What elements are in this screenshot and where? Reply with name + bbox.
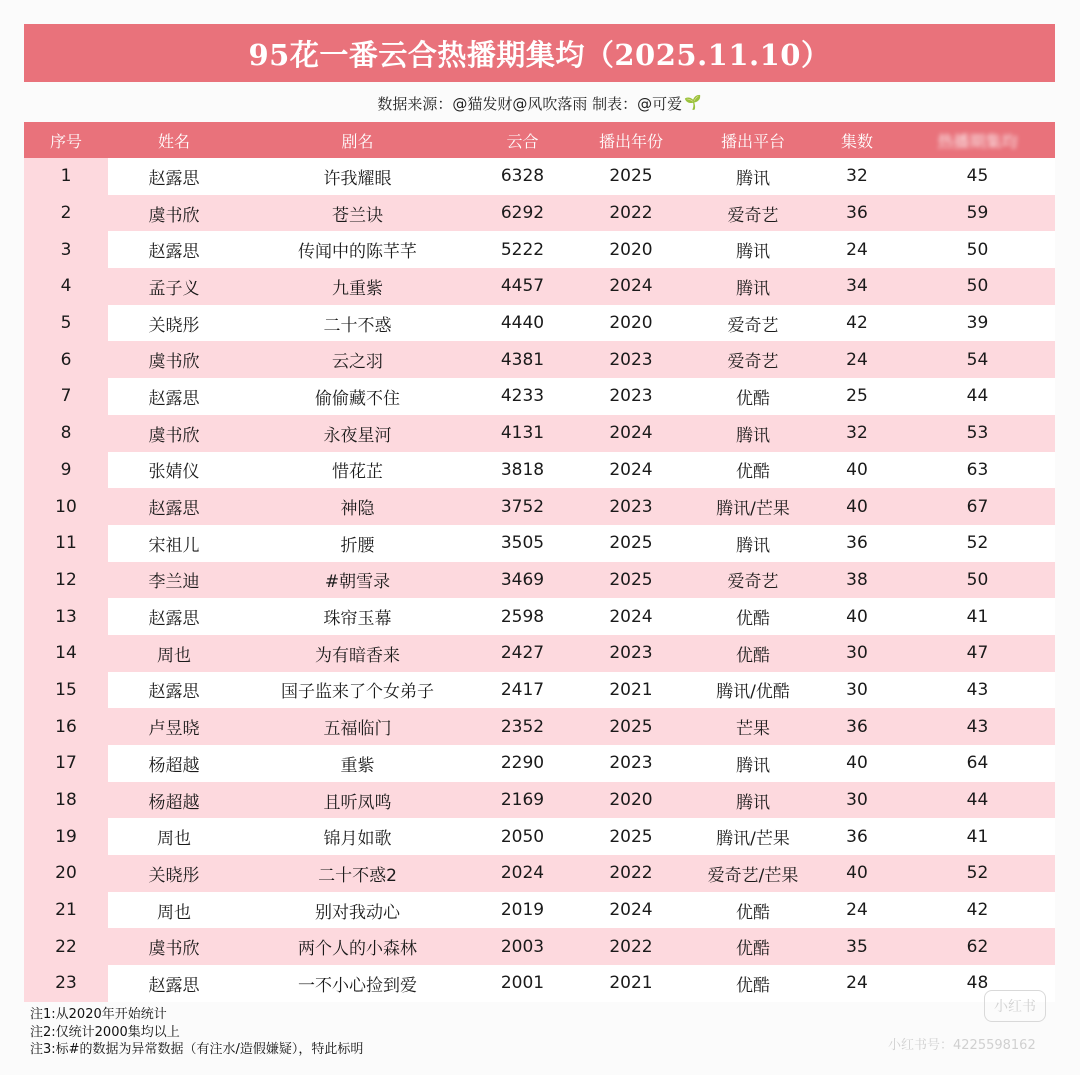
table-row [24,598,1055,635]
column-header: 集数 [840,131,873,151]
table-header-row [24,122,1055,158]
table-cell: 38 [846,569,868,590]
table-cell: 17 [24,745,108,782]
table-cell: 30 [846,679,868,700]
table-cell: 2022 [609,936,653,957]
table-cell: 二十不惑2 [318,865,397,886]
table-cell: 周也 [157,829,191,850]
table-cell: 45 [966,166,989,187]
table-cell: 32 [846,166,868,187]
table-cell: 周也 [157,902,191,923]
column-header: 序号 [49,131,82,151]
table-cell: 18 [24,782,108,819]
table-cell: 腾讯 [736,425,770,446]
table-cell: 40 [846,863,868,884]
table-cell: 腾讯 [736,168,770,189]
table-cell: 50 [966,239,989,260]
table-cell: 47 [966,643,989,664]
table-cell: 4233 [500,386,545,407]
table-cell: 35 [846,936,868,957]
table-row [24,378,1055,415]
table-cell: 40 [846,496,868,517]
table-cell: 2290 [500,753,545,774]
table-cell: 惜花芷 [332,462,383,483]
column-header: 云合 [506,131,539,151]
table-cell: 传闻中的陈芊芊 [298,242,417,263]
table-cell: 优酷 [736,388,770,409]
table-cell: 孟子义 [148,278,200,299]
table-cell: 62 [966,936,989,957]
table-cell: 优酷 [736,939,770,960]
table-cell: 爱奇艺 [727,352,779,373]
table-cell: 43 [966,716,989,737]
table-row [24,672,1055,709]
table-cell: 重紫 [340,755,375,776]
table-cell: 2022 [609,863,653,884]
watermark-id: 小红书号：4225598162 [888,1038,1036,1053]
footnote: 注2:仅统计2000集均以上 [30,1024,180,1040]
table-cell: 52 [966,863,989,884]
table-cell: 2023 [609,643,653,664]
table-cell: 7 [24,378,108,415]
footnotes [30,1006,363,1059]
table-row [24,341,1055,378]
column-header: 播出年份 [598,131,663,151]
table-row [24,488,1055,525]
table-cell: 爱奇艺 [727,315,779,336]
table-cell: 12 [24,562,108,599]
table-cell: 52 [966,533,989,554]
table-cell: 10 [24,488,108,525]
table-cell: 爱奇艺 [727,205,779,226]
table-row [24,708,1055,745]
table-cell: 宋祖儿 [148,535,200,556]
table-cell: 2025 [609,569,653,590]
table-cell: 6328 [500,166,545,187]
table-row [24,525,1055,562]
table-cell: 54 [966,349,989,370]
table-cell: 赵露思 [148,499,200,520]
table-cell: 9 [24,452,108,489]
table-cell: 15 [24,672,108,709]
table-cell: 3818 [500,459,545,480]
table-cell: 19 [24,818,108,855]
table-cell: 关晓彤 [148,315,200,336]
table-cell: 优酷 [736,975,770,996]
table-cell: 42 [966,900,989,921]
table-cell: 13 [24,598,108,635]
table-cell: 爱奇艺/芒果 [707,865,799,886]
column-header: 剧名 [341,131,374,151]
table-cell: 23 [24,965,108,1002]
table-cell: 2598 [500,606,545,627]
table-row [24,158,1055,195]
table-cell: 2024 [609,459,653,480]
table-cell: 44 [966,790,989,811]
table-cell: 一不小心捡到爱 [298,975,417,996]
table-cell: 44 [966,386,989,407]
table-cell: 神隐 [340,499,375,520]
table-cell: 3752 [500,496,545,517]
table-cell: 云之羽 [332,352,383,373]
table-cell: 50 [966,569,989,590]
table-cell: 优酷 [736,609,770,630]
table-cell: 25 [846,386,868,407]
table-cell: 关晓彤 [148,865,200,886]
table-cell: 63 [966,459,989,480]
table-cell: 虞书欣 [148,939,200,960]
table-cell: 40 [846,753,868,774]
sprout-icon: 🌱 [684,95,702,111]
table-cell: 22 [24,928,108,965]
table-cell: 偷偷藏不住 [315,388,400,409]
table-cell: 腾讯/芒果 [716,499,790,520]
table-cell: 2023 [609,349,653,370]
table-cell: 36 [846,533,868,554]
table-row [24,305,1055,342]
table-cell: 2020 [609,239,653,260]
table-cell: 虞书欣 [148,425,200,446]
table-cell: 2050 [500,826,545,847]
table-cell: 赵露思 [148,609,200,630]
table-cell: 卢昱晓 [148,719,200,740]
table-cell: 2001 [500,973,545,994]
data-source-line [24,88,1055,118]
table-cell: 11 [24,525,108,562]
table-cell: 5222 [500,239,545,260]
table-cell: 腾讯 [736,278,770,299]
table-cell: 24 [846,239,868,260]
table-cell: 两个人的小森林 [298,939,417,960]
table-cell: 赵露思 [148,975,200,996]
table-cell: 二十不惑 [323,315,392,336]
table-cell: 48 [966,973,989,994]
table-cell: 2024 [609,423,653,444]
table-cell: 杨超越 [148,755,200,776]
table-cell: 5 [24,305,108,342]
page-title: 95花一番云合热播期集均（2025.11.10） [248,37,831,72]
table-cell: 2003 [500,936,545,957]
table-row [24,892,1055,929]
table-cell: 张婧仪 [148,462,200,483]
table-cell: 李兰迪 [148,572,200,593]
table-cell: 20 [24,855,108,892]
table-cell: 34 [846,276,868,297]
table-cell: 2352 [500,716,545,737]
table-cell: 2025 [609,166,653,187]
table-cell: 赵露思 [148,388,200,409]
table-cell: 许我耀眼 [323,168,392,189]
table-cell: 40 [846,606,868,627]
table-cell: 2024 [500,863,545,884]
table-cell: 4131 [500,423,545,444]
table-row [24,855,1055,892]
table-cell: 24 [846,900,868,921]
table-cell: 30 [846,643,868,664]
table-cell: 41 [966,826,989,847]
table-cell: 53 [966,423,989,444]
table-cell: 2021 [609,679,653,700]
table-cell: 国子监来了个女弟子 [281,682,434,703]
table-row [24,635,1055,672]
table-row [24,195,1055,232]
title-banner [24,24,1055,82]
table-cell: 杨超越 [148,792,200,813]
table-cell: 腾讯 [736,242,770,263]
table-cell: 21 [24,892,108,929]
table-cell: 2023 [609,386,653,407]
column-header: 姓名 [157,131,190,151]
watermark-logo: 小红书 [984,990,1046,1022]
table-cell: 爱奇艺 [727,572,779,593]
table-cell: 2024 [609,606,653,627]
table-cell: 虞书欣 [148,205,200,226]
table-cell: 芒果 [736,719,770,740]
table-cell: 41 [966,606,989,627]
table-cell: 43 [966,679,989,700]
table-cell: 珠帘玉幕 [323,609,392,630]
table-row [24,782,1055,819]
table-cell: 59 [966,203,989,224]
table-cell: 3469 [500,569,545,590]
table-cell: 2020 [609,790,653,811]
table-cell: 1 [24,158,108,195]
table-cell: 6 [24,341,108,378]
table-cell: 腾讯/优酷 [716,682,790,703]
table-row [24,928,1055,965]
table-cell: 30 [846,790,868,811]
table-cell: #朝雪录 [324,572,391,593]
table-cell: 赵露思 [148,682,200,703]
table-cell: 2024 [609,900,653,921]
table-cell: 14 [24,635,108,672]
table-cell: 周也 [157,645,191,666]
table-cell: 40 [846,459,868,480]
column-header: 播出平台 [720,131,785,151]
ranking-table [24,122,1055,1002]
table-cell: 2025 [609,826,653,847]
table-cell: 赵露思 [148,168,200,189]
table-cell: 6292 [500,203,545,224]
table-cell: 3505 [500,533,545,554]
table-cell: 64 [966,753,989,774]
table-row [24,562,1055,599]
table-cell: 2021 [609,973,653,994]
table-cell: 赵露思 [148,242,200,263]
table-row [24,415,1055,452]
table-cell: 32 [846,423,868,444]
table-cell: 2024 [609,276,653,297]
table-cell: 4381 [500,349,545,370]
table-cell: 2417 [500,679,545,700]
table-cell: 2025 [609,716,653,737]
table-cell: 2020 [609,313,653,334]
table-cell: 2023 [609,753,653,774]
table-cell: 2022 [609,203,653,224]
table-cell: 42 [846,313,868,334]
table-cell: 锦月如歌 [323,829,392,850]
table-cell: 九重紫 [332,278,383,299]
table-row [24,965,1055,1002]
table-cell: 4440 [500,313,545,334]
footnote: 注3:标#的数据为异常数据（有注水/造假嫌疑），特此标明 [30,1042,364,1057]
table-cell: 4 [24,268,108,305]
column-header: 热播期集均 [937,131,1018,151]
table-cell: 永夜星河 [323,425,392,446]
table-cell: 4457 [500,276,545,297]
table-cell: 24 [846,973,868,994]
table-cell: 苍兰诀 [332,205,383,226]
table-cell: 为有暗香来 [315,645,400,666]
table-cell: 优酷 [736,902,770,923]
table-cell: 2025 [609,533,653,554]
table-cell: 别对我动心 [315,902,400,923]
table-cell: 36 [846,826,868,847]
table-cell: 2 [24,195,108,232]
table-cell: 2169 [500,790,545,811]
table-cell: 3 [24,231,108,268]
table-cell: 50 [966,276,989,297]
table-cell: 8 [24,415,108,452]
table-cell: 五福临门 [323,719,392,740]
table-cell: 36 [846,203,868,224]
table-cell: 腾讯 [736,535,770,556]
table-row [24,231,1055,268]
table-cell: 39 [966,313,989,334]
table-cell: 且听凤鸣 [323,792,392,813]
footnote: 注1:从2020年开始统计 [30,1007,167,1022]
table-row [24,818,1055,855]
table-cell: 2427 [500,643,545,664]
table-cell: 16 [24,708,108,745]
table-cell: 优酷 [736,645,770,666]
table-cell: 67 [966,496,989,517]
table-cell: 腾讯 [736,755,770,776]
table-cell: 2023 [609,496,653,517]
table-row [24,268,1055,305]
table-cell: 36 [846,716,868,737]
table-cell: 优酷 [736,462,770,483]
table-cell: 腾讯/芒果 [716,829,790,850]
table-cell: 腾讯 [736,792,770,813]
table-cell: 24 [846,349,868,370]
table-row [24,452,1055,489]
table-cell: 折腰 [340,535,375,556]
table-row [24,745,1055,782]
table-cell: 2019 [500,900,545,921]
source-text: 数据来源：@猫发财@风吹落雨 制表：@可爱 [377,94,683,113]
table-cell: 虞书欣 [148,352,200,373]
